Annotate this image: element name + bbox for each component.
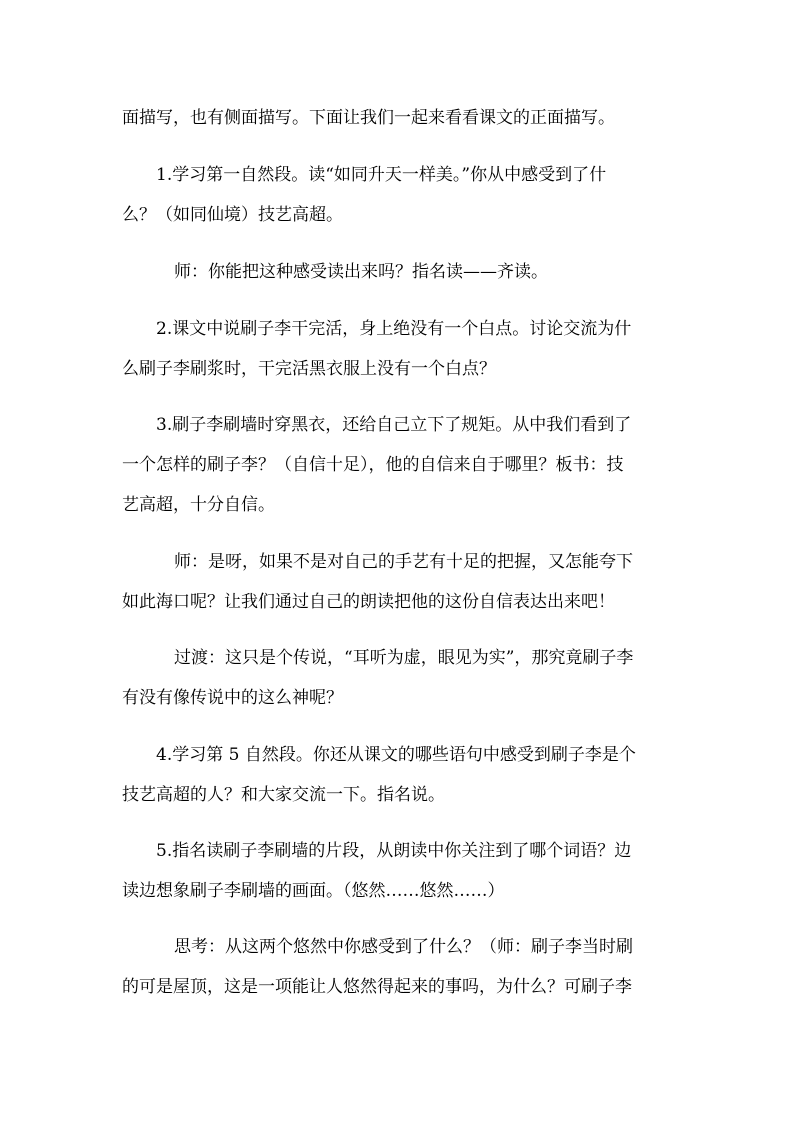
text-line: 面描写，也有侧面描写。下面让我们一起来看看课文的正面描写。 bbox=[122, 108, 615, 128]
text-line: 1.学习第一自然段。读“如同升天一样美。”你从中感受到了什 bbox=[156, 165, 607, 185]
text-line: 过渡：这只是个传说，“耳听为虚，眼见为实”，那究竟刷子李 bbox=[174, 648, 634, 668]
text-line: 一个怎样的刷子李？（自信十足），他的自信来自于哪里？板书：技 bbox=[122, 455, 624, 475]
text-line: 么刷子李刷浆时，干完活黑衣服上没有一个白点？ bbox=[122, 359, 496, 379]
paragraph-transition bbox=[122, 638, 682, 718]
paragraph-teacher-1 bbox=[122, 252, 682, 292]
text-line: 技艺高超的人？和大家交流一下。指名说。 bbox=[122, 785, 445, 805]
text-line: 思考：从这两个悠然中你感受到了什么？（师：刷子李当时刷 bbox=[174, 937, 633, 957]
paragraph-item-2 bbox=[122, 309, 682, 389]
paragraph-continuation bbox=[122, 98, 682, 138]
text-line: 5.指名读刷子李刷墙的片段，从朗读中你关注到了哪个词语？边 bbox=[156, 841, 632, 861]
text-line: 如此海口呢？让我们通过自己的朗读把他的这份自信表达出来吧！ bbox=[122, 592, 615, 612]
text-line: 3.刷子李刷墙时穿黑衣，还给自己立下了规矩。从中我们看到了 bbox=[156, 415, 632, 435]
text-line: 的可是屋顶，这是一项能让人悠然得起来的事吗，为什么？可刷子李 bbox=[122, 977, 632, 997]
paragraph-item-5 bbox=[122, 831, 682, 911]
text-line: 么？（如同仙境）技艺高超。 bbox=[122, 205, 343, 225]
text-line: 4.学习第 5 自然段。你还从课文的哪些语句中感受到刷子李是个 bbox=[156, 745, 636, 765]
paragraph-thinking bbox=[122, 927, 682, 1007]
text-line: 2.课文中说刷子李干完活，身上绝没有一个白点。讨论交流为什 bbox=[156, 319, 632, 339]
text-line: 艺高超，十分自信。 bbox=[122, 495, 275, 515]
text-line: 有没有像传说中的这么神呢？ bbox=[122, 688, 343, 708]
text-line: 读边想象刷子李刷墙的画面。（悠然……悠然……） bbox=[122, 881, 505, 901]
paragraph-item-1 bbox=[122, 155, 682, 235]
text-line: 师：你能把这种感受读出来吗？指名读——齐读。 bbox=[174, 262, 548, 282]
paragraph-item-3 bbox=[122, 405, 682, 525]
text-line: 师：是呀，如果不是对自己的手艺有十足的把握，又怎能夸下 bbox=[174, 552, 633, 572]
paragraph-teacher-2 bbox=[122, 542, 682, 622]
paragraph-item-4 bbox=[122, 735, 682, 815]
